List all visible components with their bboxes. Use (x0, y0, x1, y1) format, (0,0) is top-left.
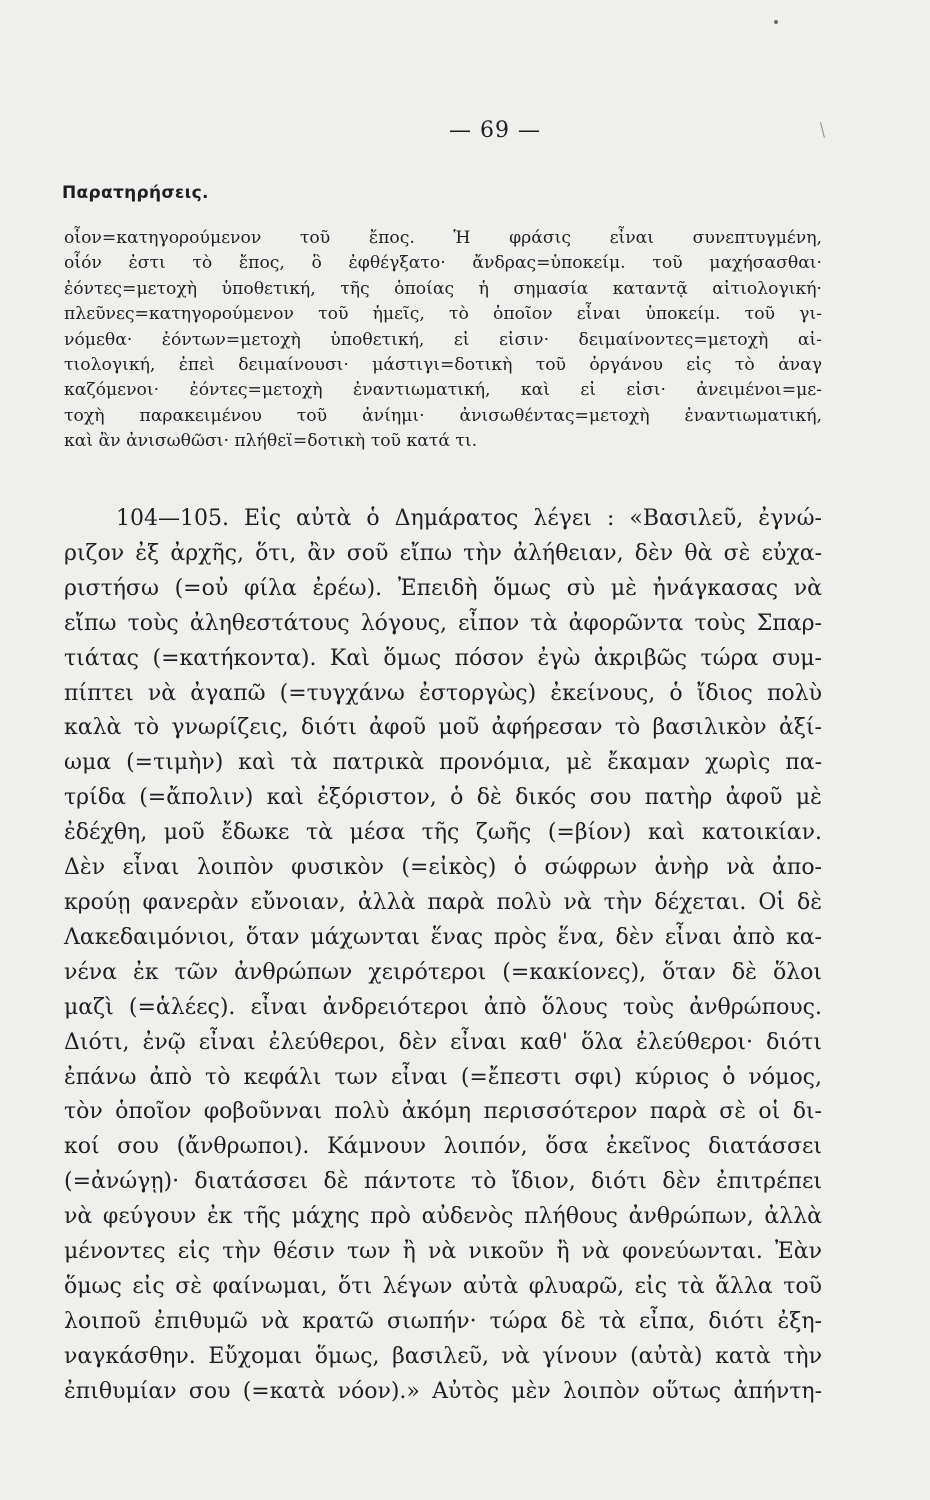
text-line: μαζὶ (=ἁλέες). εἶναι ἀνδρειότεροι ἀπὸ ὅλους τοὺς ἀνθρώπους. (64, 994, 822, 1020)
text-line: κρούῃ φανερὰν εὔνοιαν, ἀλλὰ παρὰ πολὺ νὰ τὴν δέχεται. Οἱ δὲ (64, 889, 822, 915)
text-line: ναγκάσθην. Εὔχομαι ὅμως, βασιλεῦ, νὰ γίνουν (αὐτὰ) κατὰ τὴν (64, 1343, 822, 1369)
text-line: νένα ἐκ τῶν ἀνθρώπων χειρότεροι (=κακίονες), ὅταν δὲ ὅλοι (64, 959, 822, 985)
text-line: Δὲν εἶναι λοιπὸν φυσικὸν (=εἰκὸς) ὁ σώφρων ἀνὴρ νὰ ἀπο- (64, 855, 822, 881)
text-line: Διότι, ἐνῷ εἶναι ἐλεύθεροι, δὲν εἶναι καθ' ὅλα ἐλεύθεροι· διότι (64, 1029, 822, 1055)
note-line: καὶ ἂν ἀνισωθῶσι· πλήθεϊ=δοτικὴ τοῦ κατά τι. (64, 431, 478, 452)
text-line: 104—105. Εἰς αὐτὰ ὁ Δημάρατος λέγει : «Βασιλεῦ, ἐγνώ- (116, 506, 822, 531)
text-line: καλὰ τὸ γνωρίζεις, διότι ἀφοῦ μοῦ ἀφήρεσαν τὸ βασιλικὸν ἀξί- (64, 715, 822, 741)
text-line: μένοντες εἰς τὴν θέσιν των ἢ νὰ νικοῦν ἢ νὰ φονεύωνται. Ἐὰν (64, 1239, 822, 1265)
text-line: Λακεδαιμόνιοι, ὅταν μάχωνται ἕνας πρὸς ἕνα, δὲν εἶναι ἀπὸ κα- (64, 924, 822, 950)
text-line: τὸν ὁποῖον φοβοῦνναι πολὺ ἀκόμη περισσότερον παρὰ σὲ οἱ δι- (64, 1099, 822, 1125)
text-line: ὅμως εἰς σὲ φαίνωμαι, ὅτι λέγων αὐτὰ φλυαρῶ, εἰς τὰ ἄλλα τοῦ (64, 1273, 822, 1299)
note-line: οἷον=κατηγορούμενον τοῦ ἔπος. Ἡ φράσις εἶναι συνεπτυγμένη, (64, 228, 822, 248)
text-line: εἴπω τοὺς ἀληθεστάτους λόγους, εἶπον τὰ ἀφορῶντα τοὺς Σπαρ- (64, 610, 822, 636)
text-line: ριζον ἐξ ἀρχῆς, ὅτι, ἂν σοῦ εἴπω τὴν ἀλήθειαν, δὲν θὰ σὲ εὐχα- (64, 540, 822, 566)
text-line: τρίδα (=ἄπολιν) καὶ ἐξόριστον, ὁ δὲ δικός σου πατὴρ ἀφοῦ μὲ (64, 785, 822, 811)
main-text-block (64, 502, 822, 1410)
note-line: καζόμενοι· ἐόντες=μετοχὴ ἐναντιωματική, καὶ εἰ εἰσι· ἀνειμένοι=με- (64, 380, 822, 401)
text-line: ριστήσω (=οὐ φίλα ἐρέω). Ἐπειδὴ ὅμως σὺ μὲ ἠνάγκασας νὰ (64, 575, 822, 601)
speck-mark (774, 20, 778, 24)
text-line: λοιποῦ ἐπιθυμῶ νὰ κρατῶ σιωπήν· τώρα δὲ τὰ εἶπα, διότι ἐξη- (64, 1308, 822, 1334)
section-heading: Παρατηρήσεις. (62, 183, 209, 203)
note-line: τοχὴ παρακειμένου τοῦ ἀνίημι· ἀνισωθέντας=μετοχὴ ἐναντιωματική, (64, 405, 822, 426)
text-line: πίπτει νὰ ἀγαπῶ (=τυγχάνω ἐστοργὼς) ἐκείνους, ὁ ἴδιος πολὺ (64, 680, 822, 706)
note-line: νόμεθα· ἐόντων=μετοχὴ ὑποθετική, εἰ εἰσιν· δειμαίνοντες=μετοχὴ αἰ- (64, 329, 822, 350)
text-line: ἐδέχθη, μοῦ ἔδωκε τὰ μέσα τῆς ζωῆς (=βίον) καὶ κατοικίαν. (64, 820, 822, 846)
note-line: οἷόν ἐστι τὸ ἔπος, ὃ ἐφθέγξατο· ἄνδρας=ὑποκείμ. τοῦ μαχήσασθαι· (64, 253, 822, 274)
note-line: τιολογική, ἐπεὶ δειμαίνουσι· μάστιγι=δοτικὴ τοῦ ὀργάνου εἰς τὸ ἀναγ (64, 355, 822, 376)
text-line: ἐπάνω ἀπὸ τὸ κεφάλι των εἶναι (=ἔπεστι σφι) κύριος ὁ νόμος, (64, 1064, 822, 1090)
text-line: τιάτας (=κατήκοντα). Καὶ ὅμως πόσον ἐγὼ ἀκριβῶς τώρα συμ- (64, 645, 822, 671)
text-line: (=ἀνώγῃ)· διατάσσει δὲ πάντοτε τὸ ἴδιον, διότι δὲν ἐπιτρέπει (64, 1169, 822, 1195)
text-line: ἐπιθυμίαν σου (=κατὰ νόον).» Αὐτὸς μὲν λοιπὸν οὕτως ἀπήντη- (64, 1378, 822, 1404)
text-line: κοί σου (ἄνθρωποι). Κάμνουν λοιπόν, ὅσα ἐκεῖνος διατάσσει (64, 1134, 822, 1160)
text-line: ωμα (=τιμὴν) καὶ τὰ πατρικὰ προνόμια, μὲ ἔκαμαν χωρὶς πα- (64, 750, 822, 776)
text-line: νὰ φεύγουν ἐκ τῆς μάχης πρὸ αὐδενὸς πλήθους ἀνθρώπων, ἀλλὰ (64, 1204, 822, 1230)
note-line: πλεῦνες=κατηγορούμενον τοῦ ἡμεῖς, τὸ ὁποῖον εἶναι ὑποκείμ. τοῦ γι- (64, 304, 822, 325)
page-number: — 69 — (449, 118, 541, 143)
note-line: ἐόντες=μετοχὴ ὑποθετική, τῆς ὁποίας ἡ σημασία καταντᾷ αἰτιολογική· (64, 278, 822, 299)
notes-block (64, 226, 822, 455)
